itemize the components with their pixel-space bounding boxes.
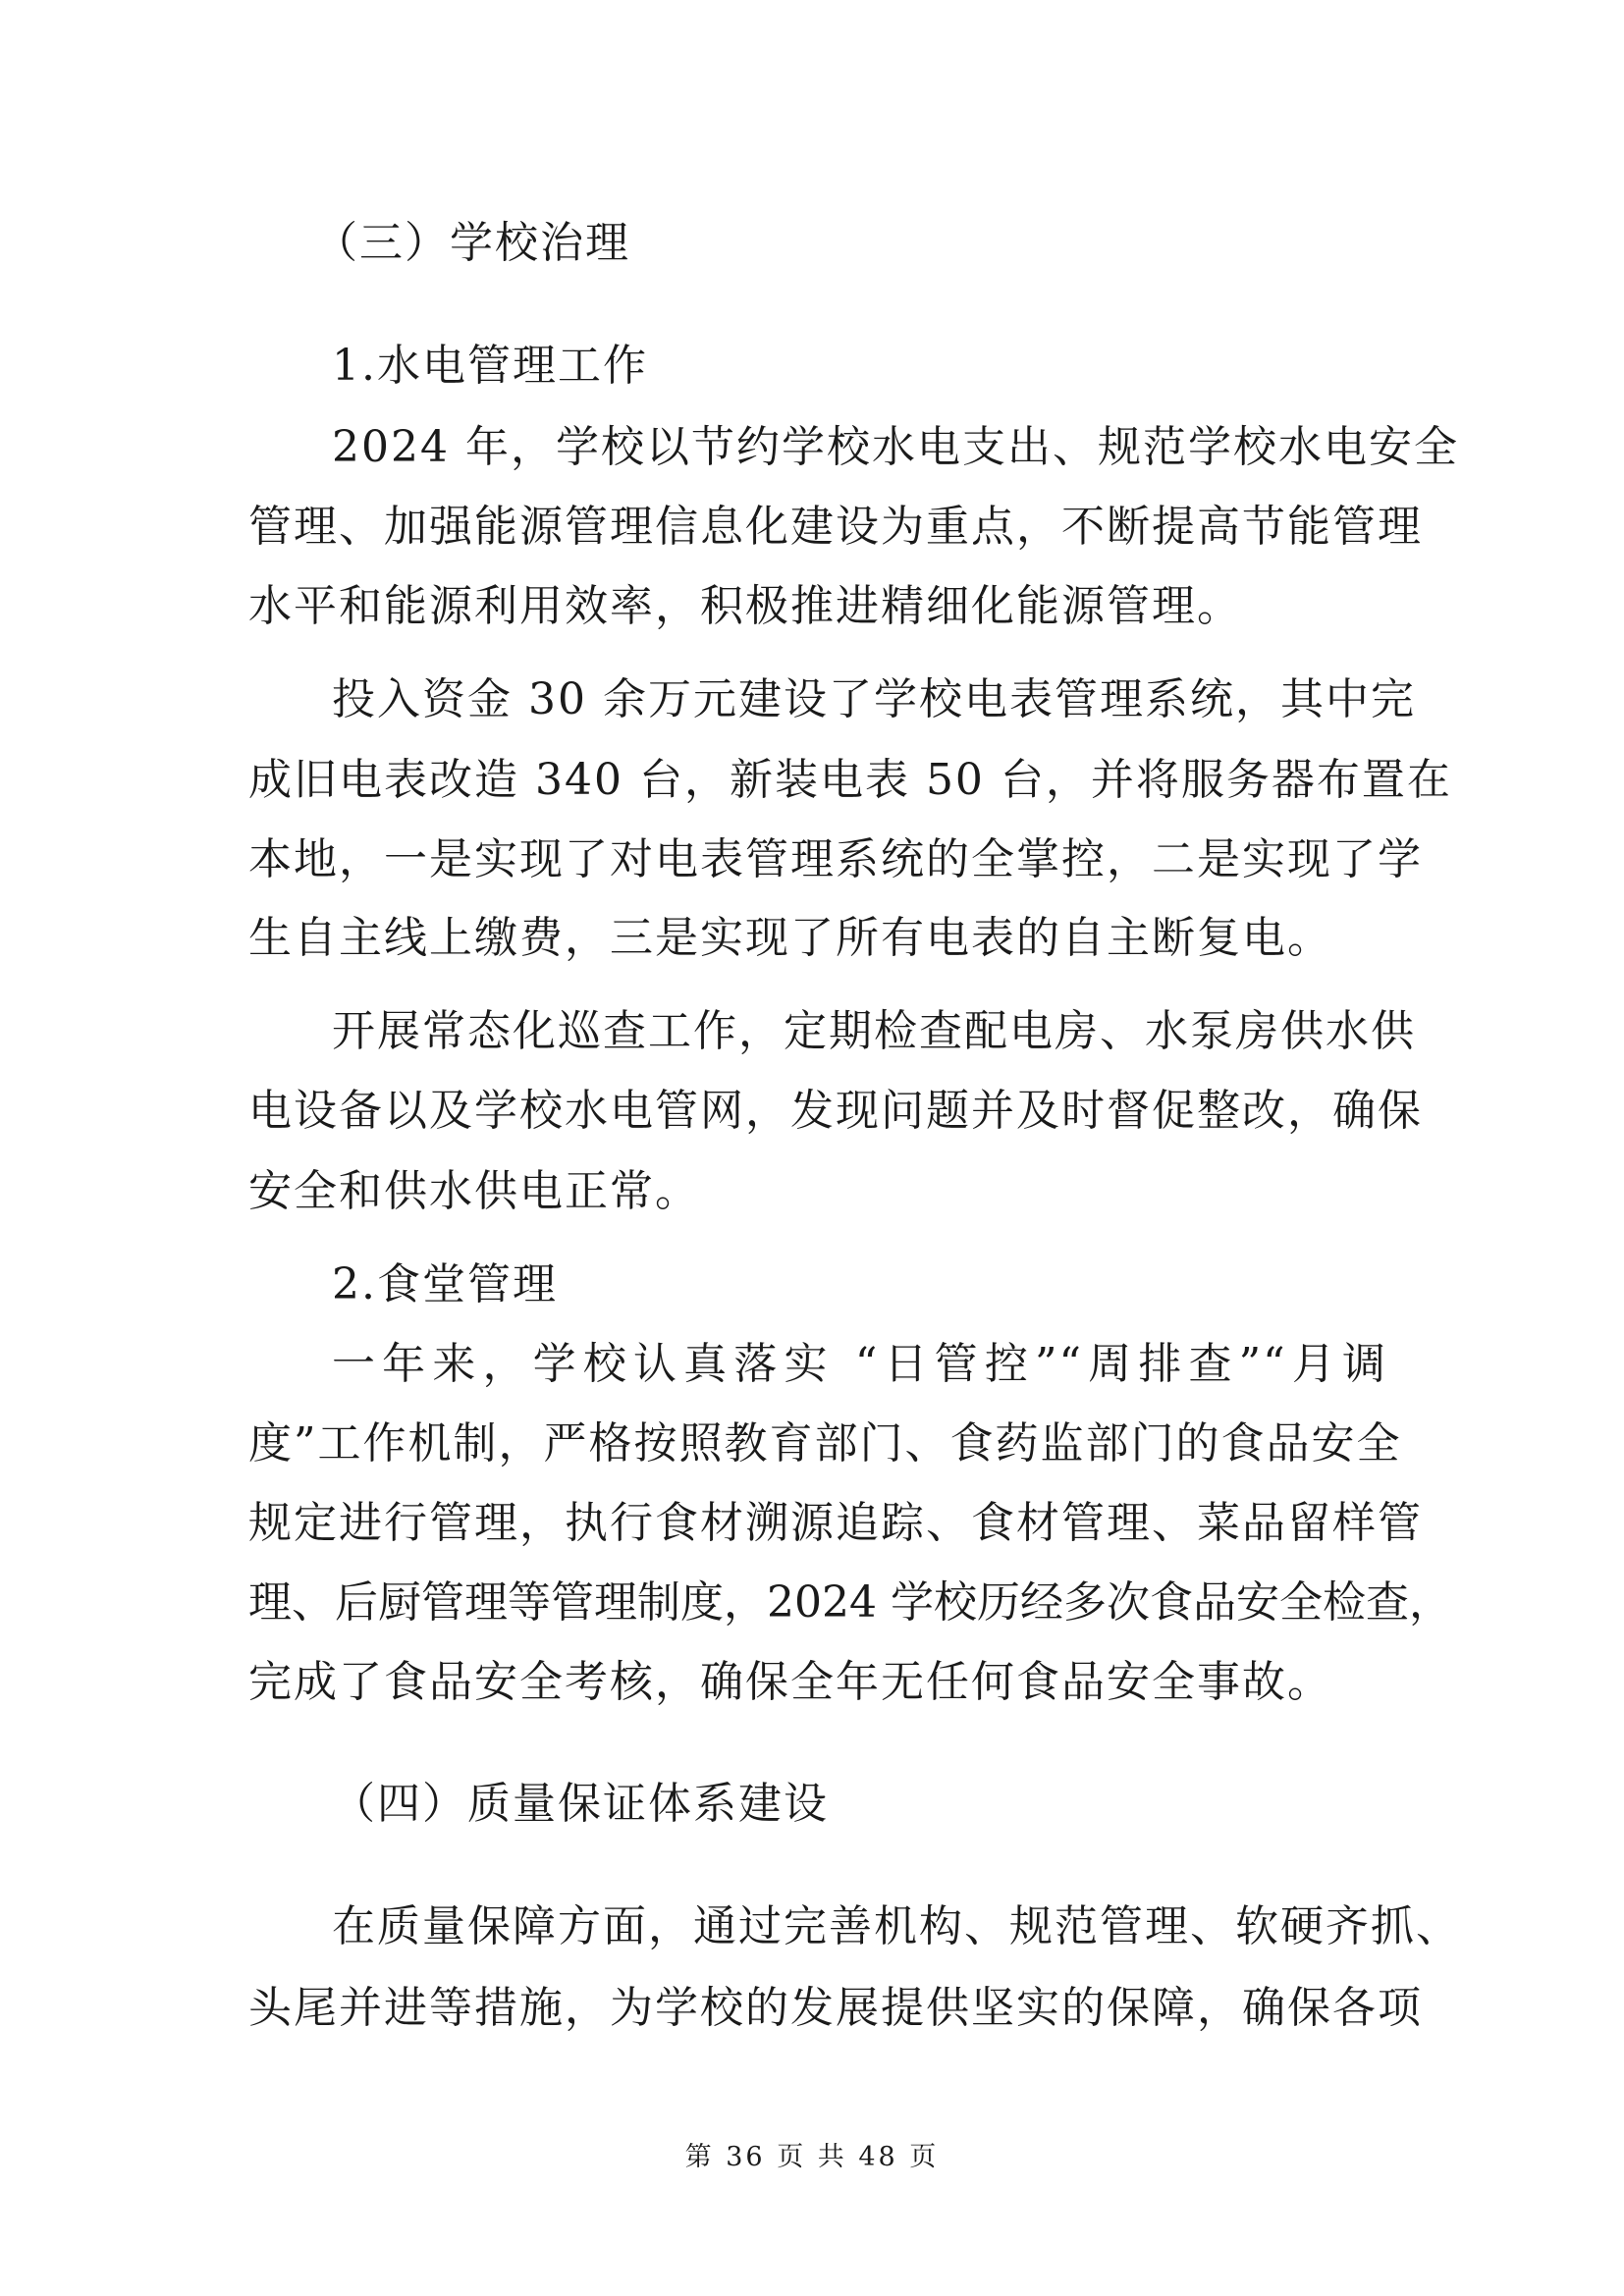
paragraph-line: 成旧电表改造 340 台，新装电表 50 台，并将服务器布置在 — [248, 755, 1452, 805]
paragraph-line: 一年来，学校认真落实 “日管控”“周排查”“月调 — [332, 1339, 1387, 1389]
paragraph-line: 度”工作机制，严格按照教育部门、食药监部门的食品安全 — [248, 1418, 1402, 1468]
paragraph-line: 规定进行管理，执行食材溯源追踪、食材管理、菜品留样管 — [248, 1498, 1423, 1548]
paragraph-line: 头尾并进等措施，为学校的发展提供坚实的保障，确保各项 — [248, 1983, 1423, 2033]
paragraph-line: 水平和能源利用效率，积极推进精细化能源管理。 — [248, 581, 1242, 631]
paragraph-line: 本地，一是实现了对电表管理系统的全掌控，二是实现了学 — [248, 834, 1423, 884]
paragraph-line: 安全和供水供电正常。 — [248, 1166, 700, 1216]
page-number-footer: 第 36 页 共 48 页 — [684, 2142, 940, 2172]
section-heading-quality-assurance: （四）质量保证体系建设 — [332, 1779, 829, 1829]
paragraph-line: 管理、加强能源管理信息化建设为重点，不断提高节能管理 — [248, 502, 1423, 552]
paragraph-line: 在质量保障方面，通过完善机构、规范管理、软硬齐抓、 — [332, 1901, 1461, 1951]
paragraph-line: 投入资金 30 余万元建设了学校电表管理系统，其中完 — [332, 674, 1416, 724]
paragraph-line: 开展常态化巡查工作，定期检查配电房、水泵房供水供 — [332, 1006, 1416, 1056]
paragraph-line: 生自主线上缴费，三是实现了所有电表的自主断复电。 — [248, 913, 1332, 963]
subheading-canteen: 2.食堂管理 — [332, 1259, 558, 1309]
section-heading-school-governance: （三）学校治理 — [314, 218, 630, 268]
paragraph-line: 2024 年，学校以节约学校水电支出、规范学校水电安全 — [332, 422, 1459, 472]
paragraph-line: 完成了食品安全考核，确保全年无任何食品安全事故。 — [248, 1657, 1332, 1707]
paragraph-line: 电设备以及学校水电管网，发现问题并及时督促整改，确保 — [248, 1086, 1423, 1136]
paragraph-line: 理、后厨管理等管理制度，2024 学校历经多次食品安全检查， — [248, 1577, 1452, 1628]
subheading-water-electricity: 1.水电管理工作 — [332, 341, 648, 391]
